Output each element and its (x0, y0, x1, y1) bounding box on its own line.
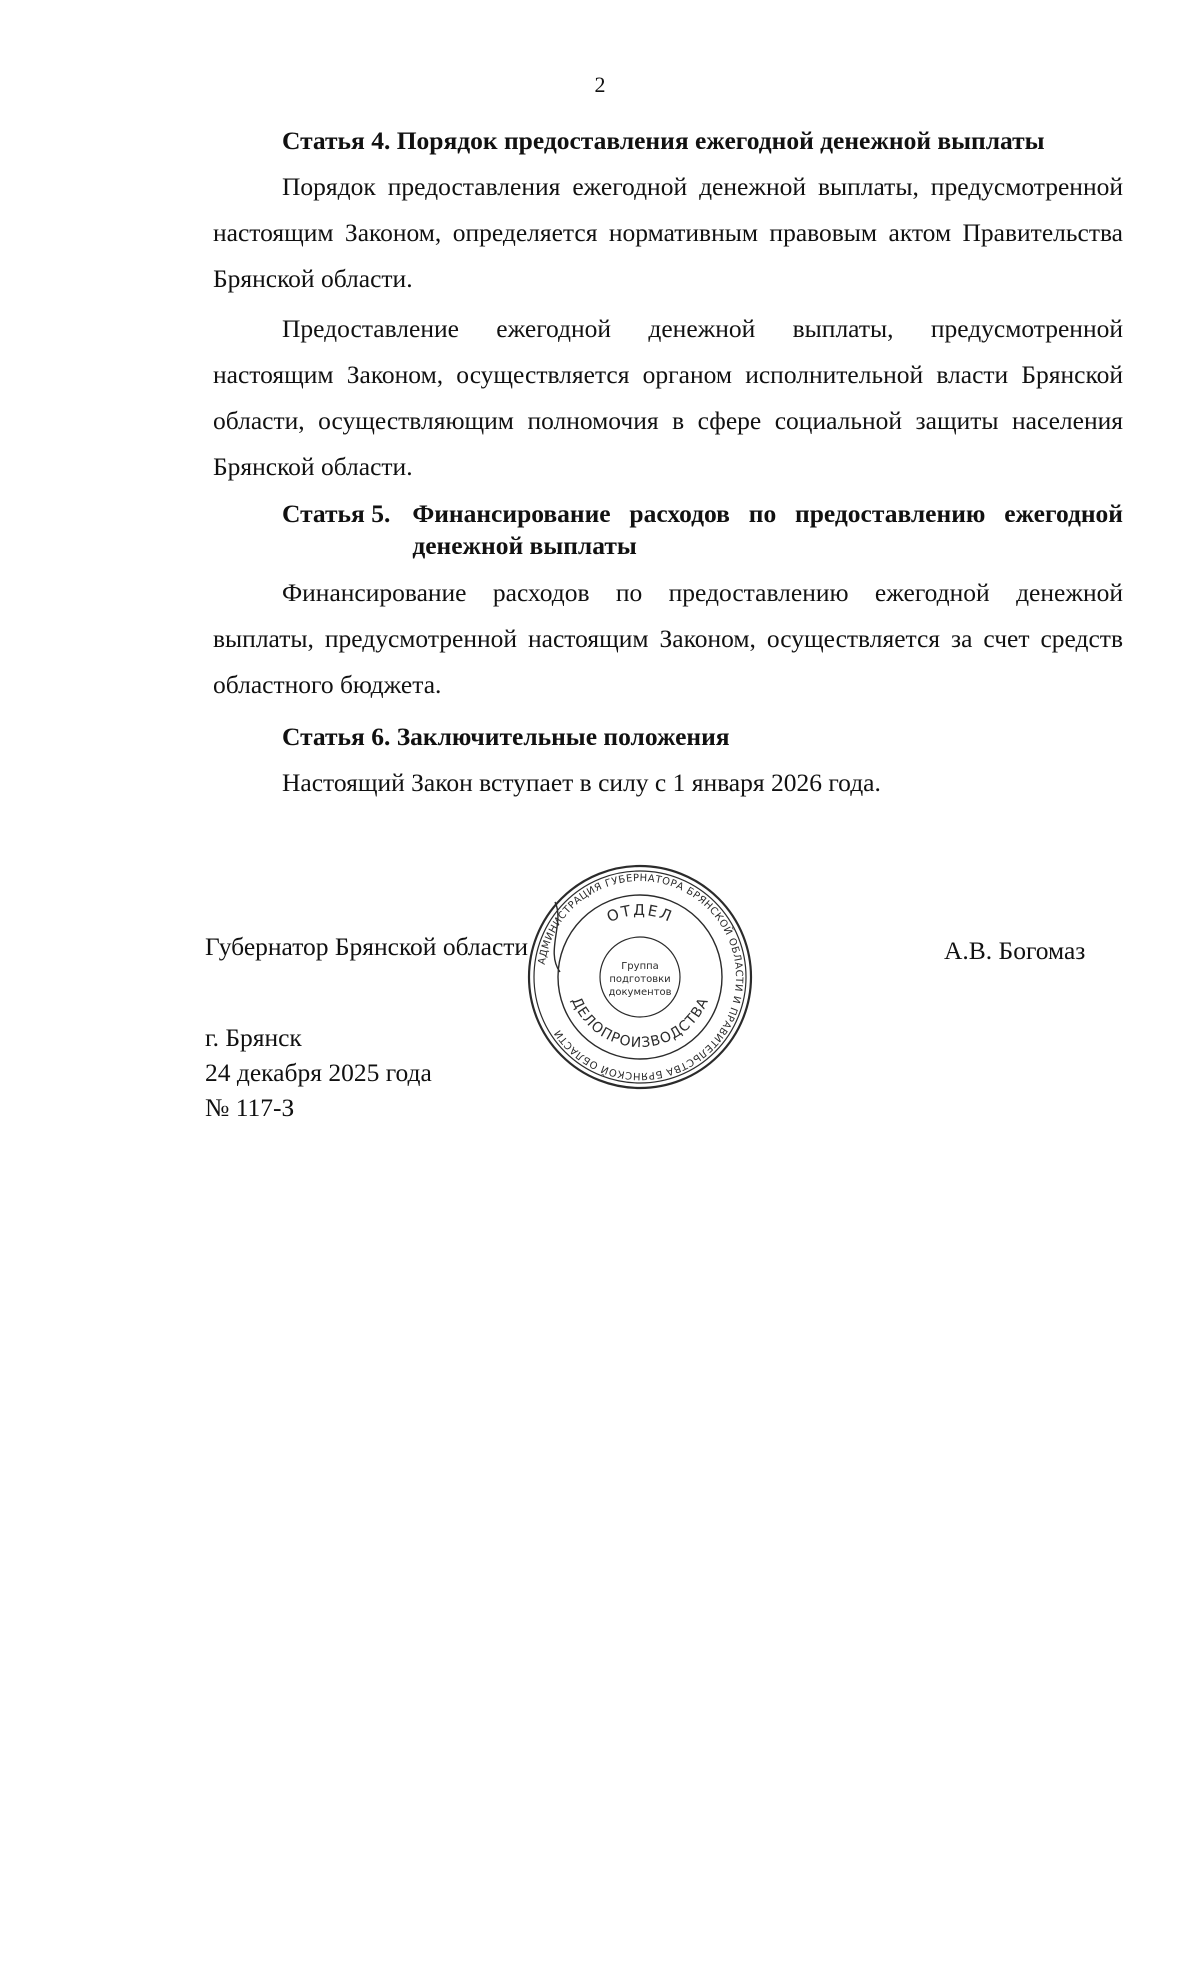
stamp-graphic (525, 862, 755, 1092)
document-body (213, 118, 1123, 806)
article-5-title (213, 498, 1123, 562)
stamp-center-line-3: документов (608, 987, 672, 998)
page-number: 2 (594, 72, 606, 97)
stamp-department-top: ОТДЕЛ (604, 900, 676, 927)
place-date-block (205, 1020, 432, 1125)
article-4-paragraph-1: Порядок предоставления ежегодной денежной выплаты, предусмотренной настоящим Законом, определяется нормативным правовым актом Правительства Брянской области. (213, 172, 1123, 293)
official-stamp (525, 862, 755, 1092)
signer-name: А.В. Богомаз (944, 936, 1086, 965)
city: г. Брянск (205, 1023, 302, 1052)
article-4-title: Статья 4. Порядок предоставления ежегодной денежной выплаты (282, 126, 1045, 155)
article-6-paragraph-1: Настоящий Закон вступает в силу с 1 января 2026 года. (282, 768, 881, 797)
article-4 (213, 118, 1123, 490)
stamp-department-bottom: ДЕЛОПРОИЗВОДСТВА (567, 994, 713, 1052)
article-6-title: Статья 6. Заключительные положения (282, 722, 730, 751)
article-5 (213, 498, 1123, 708)
article-5-paragraph-1: Финансирование расходов по предоставлению ежегодной денежной выплаты, предусмотренной настоящим Законом, осуществляется за счет средств областного бюджета. (213, 578, 1123, 699)
article-6 (213, 714, 1123, 806)
article-5-title-name: Финансирование расходов по предоставлению ежегодной денежной выплаты (412, 499, 1123, 560)
law-number: № 117-З (205, 1093, 295, 1122)
stamp-center-line-1: Группа (621, 961, 659, 972)
article-4-paragraph-2: Предоставление ежегодной денежной выплаты, предусмотренной настоящим Законом, осуществляется органом исполнительной власти Брянской области, осуществляющим полномочия в сфере социальной защиты населения Брянской области. (213, 314, 1123, 481)
article-5-title-number: Статья 5. (282, 499, 391, 528)
governor-position: Губернатор Брянской области (205, 932, 529, 961)
law-date: 24 декабря 2025 года (205, 1058, 432, 1087)
stamp-center-line-2: подготовки (609, 974, 671, 985)
stamp-outer-text: АДМИНИСТРАЦИЯ ГУБЕРНАТОРА БРЯНСКОЙ ОБЛАСТИ И ПРАВИТЕЛЬСТВА БРЯНСКОЙ ОБЛАСТИ (536, 872, 745, 1082)
